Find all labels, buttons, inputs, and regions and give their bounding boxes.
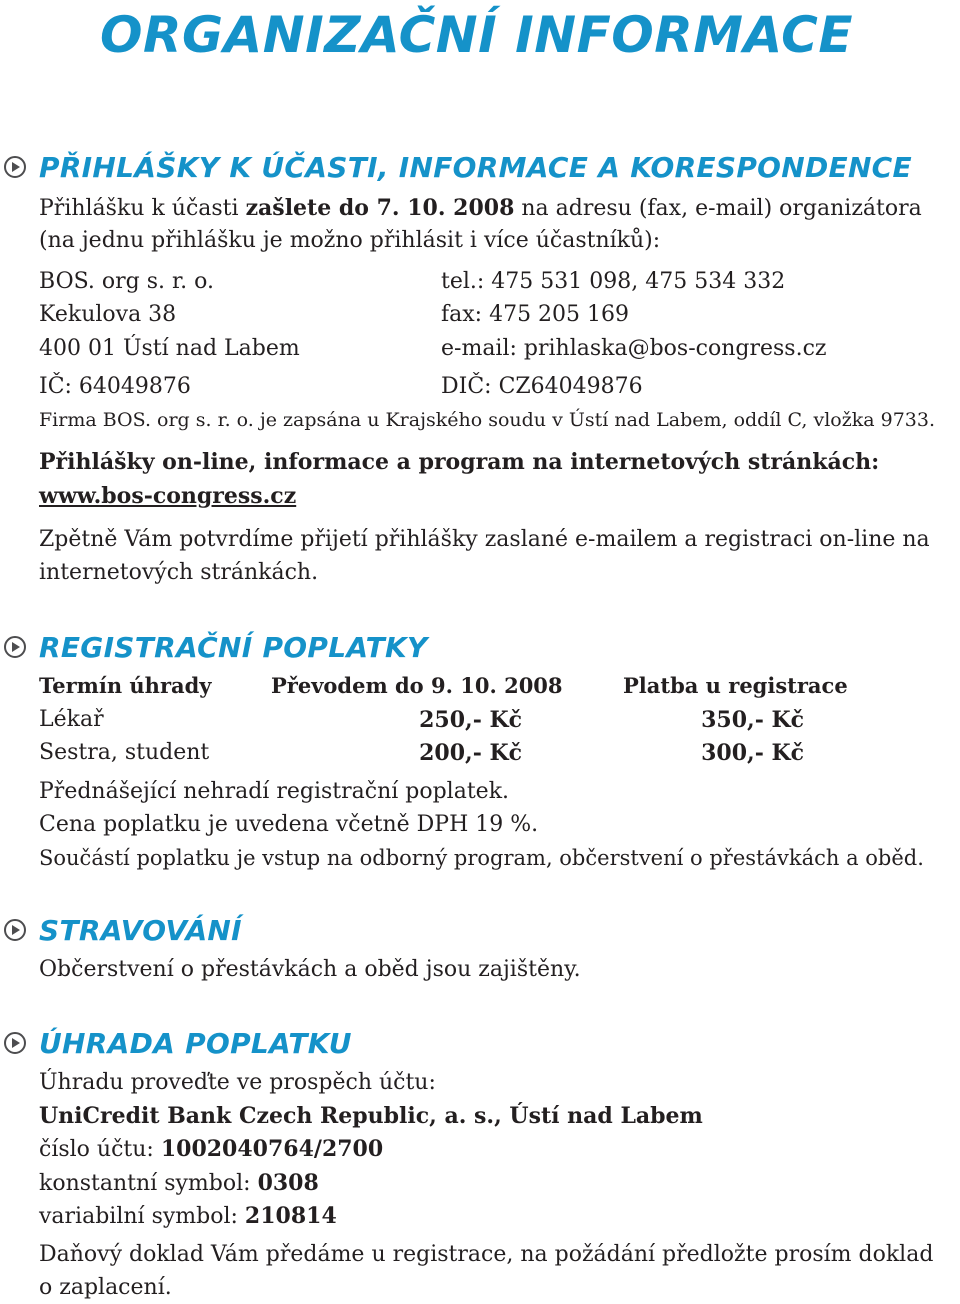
section-title: REGISTRAČNÍ POPLATKY xyxy=(39,630,428,664)
org-email[interactable]: e-mail: prihlaska@bos-congress.cz xyxy=(441,336,827,361)
section-heading-stravovani xyxy=(0,912,242,948)
section-heading-prihlasky xyxy=(0,149,912,185)
catering-text: Občerstvení o přestávkách a oběd jsou zajištěny. xyxy=(39,957,581,982)
fee-row-transfer: 250,- Kč xyxy=(419,707,522,733)
section-title: PŘIHLÁŠKY K ÚČASTI, INFORMACE A KORESPONDENCE xyxy=(39,150,912,184)
fee-note-3: Součástí poplatku je vstup na odborný program, občerstvení o přestávkách a oběd. xyxy=(39,846,924,870)
variable-value: 210814 xyxy=(244,1203,337,1229)
constant-value: 0308 xyxy=(257,1170,319,1196)
fee-header-transfer: Převodem do 9. 10. 2008 xyxy=(271,673,563,698)
constant-label: konstantní symbol: xyxy=(39,1171,258,1196)
org-fax: fax: 475 205 169 xyxy=(441,302,630,327)
org-dic: DIČ: CZ64049876 xyxy=(441,374,643,399)
confirm-line-2: internetových stránkách. xyxy=(39,560,319,585)
variable-symbol xyxy=(39,1201,337,1232)
play-bullet-icon xyxy=(4,919,26,941)
intro-text: Přihlášku k účasti xyxy=(39,196,246,221)
section-title: ÚHRADA POPLATKU xyxy=(39,1026,352,1060)
online-info: Přihlášky on-line, informace a program na internetových stránkách: xyxy=(39,449,880,475)
section-title: STRAVOVÁNÍ xyxy=(39,913,242,947)
constant-symbol xyxy=(39,1168,319,1199)
org-city: 400 01 Ústí nad Labem xyxy=(39,336,300,361)
variable-label: variabilní symbol: xyxy=(39,1204,245,1229)
play-bullet-icon xyxy=(4,156,26,178)
fee-row-label: Lékař xyxy=(39,707,104,732)
intro-text-end: na adresu (fax, e-mail) organizátora xyxy=(514,196,922,221)
intro-line-2: (na jednu přihlášku je možno přihlásit i více účastníků): xyxy=(39,228,661,253)
fee-note-2: Cena poplatku je uvedena včetně DPH 19 %. xyxy=(39,812,539,837)
fee-note-1: Přednášející nehradí registrační poplatek. xyxy=(39,779,510,804)
org-name: BOS. org s. r. o. xyxy=(39,269,214,294)
account-label: číslo účtu: xyxy=(39,1137,161,1162)
fee-row-onsite: 300,- Kč xyxy=(701,740,804,766)
deadline-text: zašlete do 7. 10. 2008 xyxy=(245,195,515,221)
play-bullet-icon xyxy=(4,1032,26,1054)
bank-name: UniCredit Bank Czech Republic, a. s., Ústí nad Labem xyxy=(39,1103,703,1129)
confirm-line-1: Zpětně Vám potvrdíme přijetí přihlášky zaslané e-mailem a registraci on-line na xyxy=(39,527,930,552)
section-heading-uhrada xyxy=(0,1025,352,1061)
section-heading-poplatky xyxy=(0,629,428,665)
registry-note: Firma BOS. org s. r. o. je zapsána u Krajského soudu v Ústí nad Labem, oddíl C, vložka 9733. xyxy=(39,409,935,431)
intro-line-1 xyxy=(39,193,922,224)
fee-header-term: Termín úhrady xyxy=(39,673,212,698)
play-bullet-icon xyxy=(4,636,26,658)
fee-header-onsite: Platba u registrace xyxy=(623,673,848,698)
org-ic: IČ: 64049876 xyxy=(39,374,191,399)
fee-row-label: Sestra, student xyxy=(39,740,210,765)
fee-row-transfer: 200,- Kč xyxy=(419,740,522,766)
account-number xyxy=(39,1134,383,1165)
website-link[interactable]: www.bos-congress.cz xyxy=(39,483,297,509)
account-value: 1002040764/2700 xyxy=(160,1136,384,1162)
page-title: ORGANIZAČNÍ INFORMACE xyxy=(100,6,854,64)
invoice-line-2: o zaplacení. xyxy=(39,1275,172,1300)
payment-intro: Úhradu proveďte ve prospěch účtu: xyxy=(39,1070,436,1095)
fee-row-onsite: 350,- Kč xyxy=(701,707,804,733)
invoice-line-1: Daňový doklad Vám předáme u registrace, na požádání předložte prosím doklad xyxy=(39,1242,934,1267)
org-tel: tel.: 475 531 098, 475 534 332 xyxy=(441,269,786,294)
org-street: Kekulova 38 xyxy=(39,302,177,327)
